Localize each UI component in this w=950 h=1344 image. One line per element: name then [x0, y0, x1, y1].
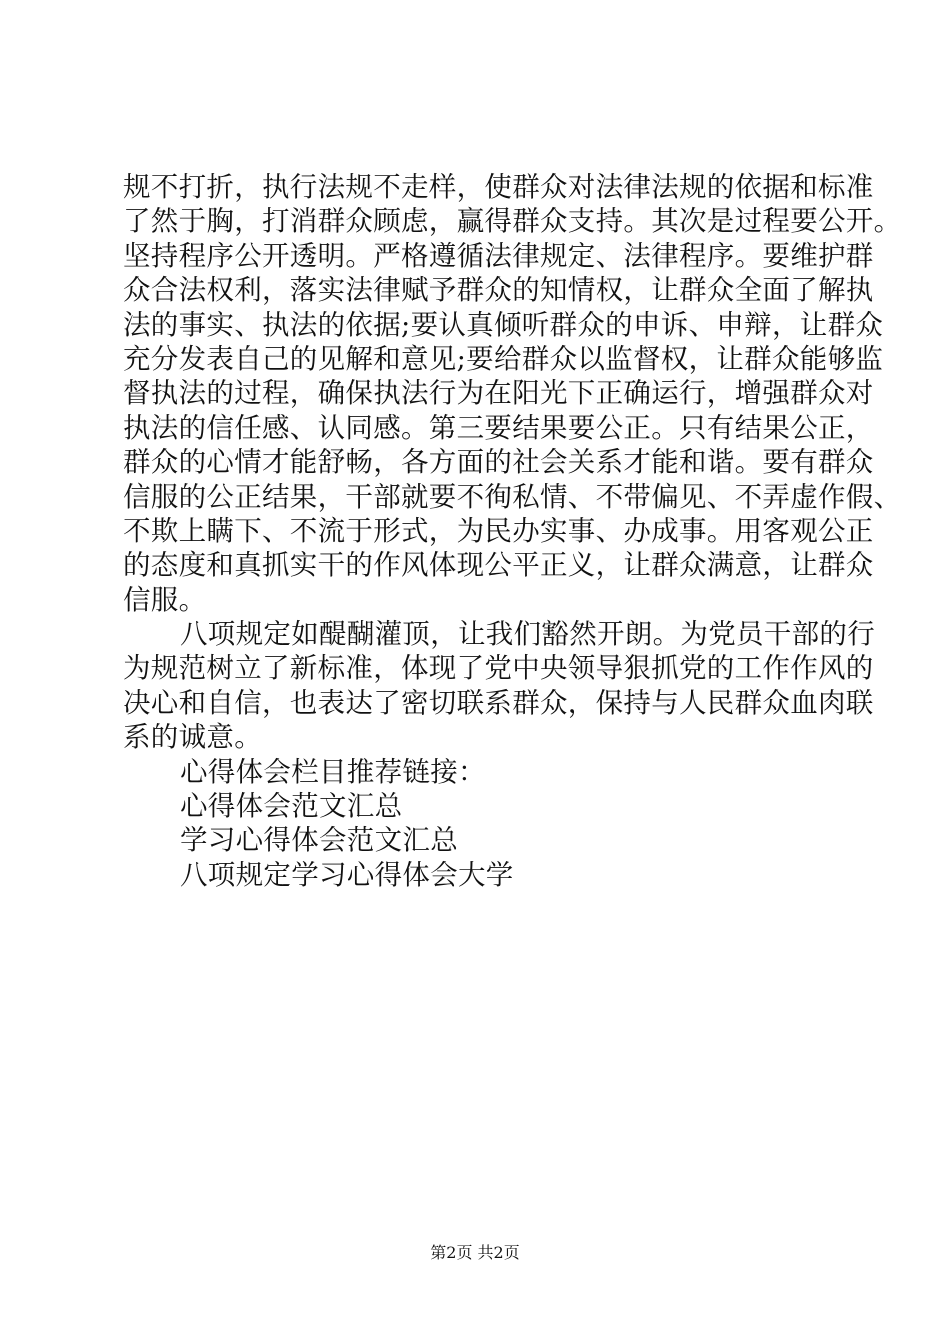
body-line: 的态度和真抓实干的作风体现公平正义，让群众满意，让群众 — [123, 549, 874, 582]
body-line: 为规范树立了新标准，体现了党中央领导狠抓党的工作作风的 — [123, 652, 874, 685]
link-item[interactable]: 心得体会范文汇总 — [180, 790, 403, 823]
paragraph-start-line: 八项规定如醍醐灌顶，让我们豁然开朗。为党员干部的行 — [180, 618, 875, 651]
body-line: 执法的信任感、认同感。第三要结果要公正。只有结果公正， — [123, 411, 874, 444]
body-line: 督执法的过程，确保执法行为在阳光下正确运行，增强群众对 — [123, 377, 874, 410]
body-line: 充分发表自己的见解和意见;要给群众以监督权，让群众能够监 — [123, 342, 884, 375]
body-line: 了然于胸，打消群众顾虑，赢得群众支持。其次是过程要公开。 — [123, 205, 902, 238]
body-line: 不欺上瞒下、不流于形式，为民办实事、办成事。用客观公正 — [123, 514, 874, 547]
body-line: 法的事实、执法的依据;要认真倾听群众的申诉、申辩，让群众 — [123, 308, 884, 341]
link-item[interactable]: 学习心得体会范文汇总 — [180, 824, 458, 857]
body-line: 信服。 — [123, 583, 207, 616]
body-line: 信服的公正结果，干部就要不徇私情、不带偏见、不弄虚作假、 — [123, 480, 902, 513]
body-line: 规不打折，执行法规不走样，使群众对法律法规的依据和标准 — [123, 171, 874, 203]
body-line: 群众的心情才能舒畅，各方面的社会关系才能和谐。要有群众 — [123, 446, 874, 479]
body-line: 决心和自信，也表达了密切联系群众，保持与人民群众血肉联 — [123, 686, 874, 719]
link-item[interactable]: 八项规定学习心得体会大学 — [180, 858, 514, 891]
body-line: 众合法权利，落实法律赋予群众的知情权，让群众全面了解执 — [123, 274, 874, 307]
recommended-links-heading: 心得体会栏目推荐链接： — [180, 755, 486, 788]
body-line: 坚持程序公开透明。严格遵循法律规定、法律程序。要维护群 — [123, 239, 874, 272]
document-body — [123, 170, 902, 892]
body-line: 系的诚意。 — [123, 721, 262, 754]
page-number-footer: 第2页 共2页 — [430, 1243, 520, 1262]
